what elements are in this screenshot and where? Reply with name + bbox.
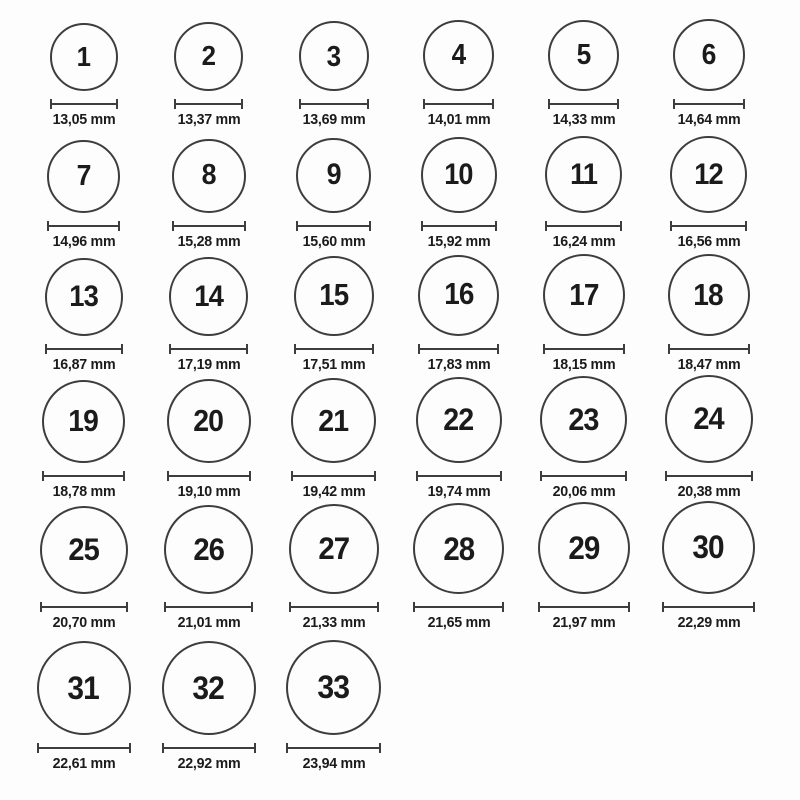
ring-circle	[668, 254, 750, 336]
ring-size-item	[21, 251, 146, 374]
ring-size-number: 1	[76, 41, 91, 72]
diameter-line	[421, 221, 497, 231]
ring-size-item	[646, 251, 771, 374]
diameter-line	[538, 602, 630, 612]
ring-circle	[172, 139, 246, 213]
diameter-label: 16,56 mm	[677, 233, 740, 250]
ring-circle	[296, 138, 371, 213]
diameter-line	[42, 471, 125, 481]
ring-size-number: 20	[193, 402, 224, 438]
diameter-label: 19,42 mm	[302, 483, 365, 500]
ring-size-number: 11	[570, 157, 597, 191]
ring-size-item	[521, 374, 646, 501]
ring-circle	[543, 254, 625, 336]
diameter-line	[668, 344, 750, 354]
diameter-line	[174, 99, 243, 109]
diameter-line	[45, 344, 123, 354]
ring-circle	[169, 257, 248, 336]
ring-size-number: 4	[451, 39, 466, 72]
diameter-label: 20,38 mm	[677, 483, 740, 500]
ring-size-item	[271, 129, 396, 251]
ring-circle	[673, 19, 745, 91]
ring-circle	[418, 255, 499, 336]
diameter-line	[289, 602, 379, 612]
ring-size-item	[271, 374, 396, 501]
diameter-label: 17,51 mm	[302, 356, 365, 373]
diameter-label: 21,65 mm	[427, 614, 490, 631]
ring-size-number: 2	[201, 40, 216, 72]
diameter-label: 15,60 mm	[302, 233, 365, 250]
ring-circle	[416, 377, 502, 463]
ring-circle	[291, 378, 376, 463]
ring-circle	[289, 504, 379, 594]
ring-size-item	[521, 251, 646, 374]
ring-circle	[167, 379, 251, 463]
ring-size-number: 12	[694, 157, 723, 191]
ring-circle	[42, 380, 125, 463]
ring-circle	[45, 258, 123, 336]
ring-circle	[662, 501, 755, 594]
ring-size-item	[146, 8, 271, 129]
diameter-label: 21,01 mm	[177, 614, 240, 631]
ring-size-number: 32	[192, 668, 225, 706]
ring-size-item	[271, 632, 396, 773]
ring-circle	[294, 256, 374, 336]
ring-size-item	[146, 251, 271, 374]
ring-size-number: 21	[318, 403, 349, 438]
ring-size-item	[396, 8, 521, 129]
ring-circle	[50, 23, 118, 91]
diameter-label: 14,64 mm	[677, 111, 740, 128]
diameter-line	[167, 471, 251, 481]
diameter-label: 18,15 mm	[552, 356, 615, 373]
ring-size-number: 28	[443, 530, 474, 567]
ring-size-number: 29	[567, 529, 600, 566]
ring-circle	[37, 641, 131, 735]
diameter-label: 14,01 mm	[427, 111, 490, 128]
ring-size-number: 23	[568, 401, 599, 437]
diameter-line	[540, 471, 627, 481]
ring-size-number: 7	[76, 160, 91, 193]
diameter-label: 20,70 mm	[52, 614, 115, 631]
ring-size-item	[521, 8, 646, 129]
ring-size-number: 5	[576, 39, 591, 72]
diameter-label: 14,96 mm	[52, 233, 115, 250]
ring-circle	[548, 20, 619, 91]
ring-size-item	[271, 251, 396, 374]
diameter-label: 17,83 mm	[427, 356, 490, 373]
ring-circle	[162, 641, 256, 735]
diameter-line	[548, 99, 619, 109]
ring-size-number: 9	[326, 158, 341, 191]
ring-circle	[540, 376, 627, 463]
ring-size-item	[21, 632, 146, 773]
diameter-label: 22,29 mm	[677, 614, 740, 631]
ring-size-number: 16	[443, 278, 474, 312]
ring-size-item	[271, 8, 396, 129]
ring-size-item	[396, 251, 521, 374]
ring-circle	[665, 375, 753, 463]
ring-circle	[413, 503, 504, 594]
ring-size-item	[21, 501, 146, 632]
diameter-line	[37, 743, 131, 753]
ring-size-item	[396, 374, 521, 501]
diameter-line	[418, 344, 499, 354]
diameter-label: 14,33 mm	[552, 111, 615, 128]
ring-size-item	[21, 129, 146, 251]
ring-size-item	[271, 501, 396, 632]
diameter-line	[164, 602, 253, 612]
diameter-line	[169, 344, 248, 354]
diameter-line	[545, 221, 622, 231]
diameter-line	[47, 221, 120, 231]
diameter-line	[40, 602, 128, 612]
ring-size-item	[21, 8, 146, 129]
ring-size-item	[646, 374, 771, 501]
ring-size-item	[146, 501, 271, 632]
diameter-line	[172, 221, 246, 231]
ring-circle	[286, 640, 381, 735]
ring-size-number: 27	[318, 530, 349, 567]
diameter-line	[423, 99, 494, 109]
diameter-label: 13,05 mm	[52, 111, 115, 128]
ring-size-item	[521, 501, 646, 632]
diameter-label: 22,61 mm	[52, 755, 115, 772]
diameter-label: 19,10 mm	[177, 483, 240, 500]
diameter-line	[670, 221, 747, 231]
diameter-line	[416, 471, 502, 481]
diameter-label: 18,47 mm	[677, 356, 740, 373]
ring-size-number: 15	[319, 278, 348, 312]
diameter-line	[286, 743, 381, 753]
ring-size-number: 33	[317, 668, 350, 706]
ring-circle	[40, 506, 128, 594]
ring-circle	[538, 502, 630, 594]
ring-size-number: 19	[68, 403, 99, 439]
ring-size-number: 14	[194, 279, 223, 313]
ring-circle	[299, 21, 369, 91]
ring-size-number: 31	[67, 669, 100, 706]
ring-size-number: 25	[68, 531, 99, 568]
ring-size-item	[146, 374, 271, 501]
ring-circle	[545, 136, 622, 213]
diameter-line	[294, 344, 374, 354]
ring-size-item	[646, 129, 771, 251]
diameter-label: 21,33 mm	[302, 614, 365, 631]
ring-size-number: 17	[568, 277, 599, 312]
diameter-line	[162, 743, 256, 753]
ring-size-number: 22	[443, 402, 474, 438]
ring-circle	[164, 505, 253, 594]
diameter-label: 20,06 mm	[552, 483, 615, 500]
diameter-label: 23,94 mm	[302, 755, 365, 772]
ring-size-number: 13	[69, 280, 98, 314]
diameter-line	[299, 99, 369, 109]
ring-size-item	[396, 129, 521, 251]
diameter-label: 17,19 mm	[177, 356, 240, 373]
ring-size-number: 6	[701, 38, 716, 71]
diameter-label: 18,78 mm	[52, 483, 115, 500]
ring-circle	[174, 22, 243, 91]
diameter-label: 16,87 mm	[52, 356, 115, 373]
ring-size-number: 30	[692, 529, 725, 566]
ring-size-item	[646, 8, 771, 129]
diameter-label: 21,97 mm	[552, 614, 615, 631]
diameter-label: 15,28 mm	[177, 233, 240, 250]
ring-size-number: 26	[193, 530, 224, 567]
ring-size-number: 8	[201, 159, 216, 192]
ring-size-item	[146, 129, 271, 251]
diameter-line	[673, 99, 745, 109]
diameter-line	[413, 602, 504, 612]
ring-circle	[47, 140, 120, 213]
ring-size-item	[646, 501, 771, 632]
diameter-label: 15,92 mm	[427, 233, 490, 250]
diameter-line	[296, 221, 371, 231]
diameter-label: 22,92 mm	[177, 755, 240, 772]
diameter-line	[291, 471, 376, 481]
ring-circle	[670, 136, 747, 213]
diameter-label: 16,24 mm	[552, 233, 615, 250]
ring-size-item	[21, 374, 146, 501]
diameter-line	[50, 99, 118, 109]
diameter-label: 13,69 mm	[302, 111, 365, 128]
diameter-line	[662, 602, 755, 612]
ring-size-number: 18	[693, 277, 724, 312]
diameter-label: 19,74 mm	[427, 483, 490, 500]
diameter-line	[543, 344, 625, 354]
ring-circle	[423, 20, 494, 91]
ring-size-item	[521, 129, 646, 251]
ring-size-number: 3	[326, 39, 341, 72]
ring-size-item	[396, 501, 521, 632]
ring-size-number: 10	[444, 158, 473, 192]
ring-circle	[421, 137, 497, 213]
diameter-label: 13,37 mm	[177, 111, 240, 128]
diameter-line	[665, 471, 753, 481]
ring-size-number: 24	[693, 401, 724, 437]
ring-size-item	[146, 632, 271, 773]
